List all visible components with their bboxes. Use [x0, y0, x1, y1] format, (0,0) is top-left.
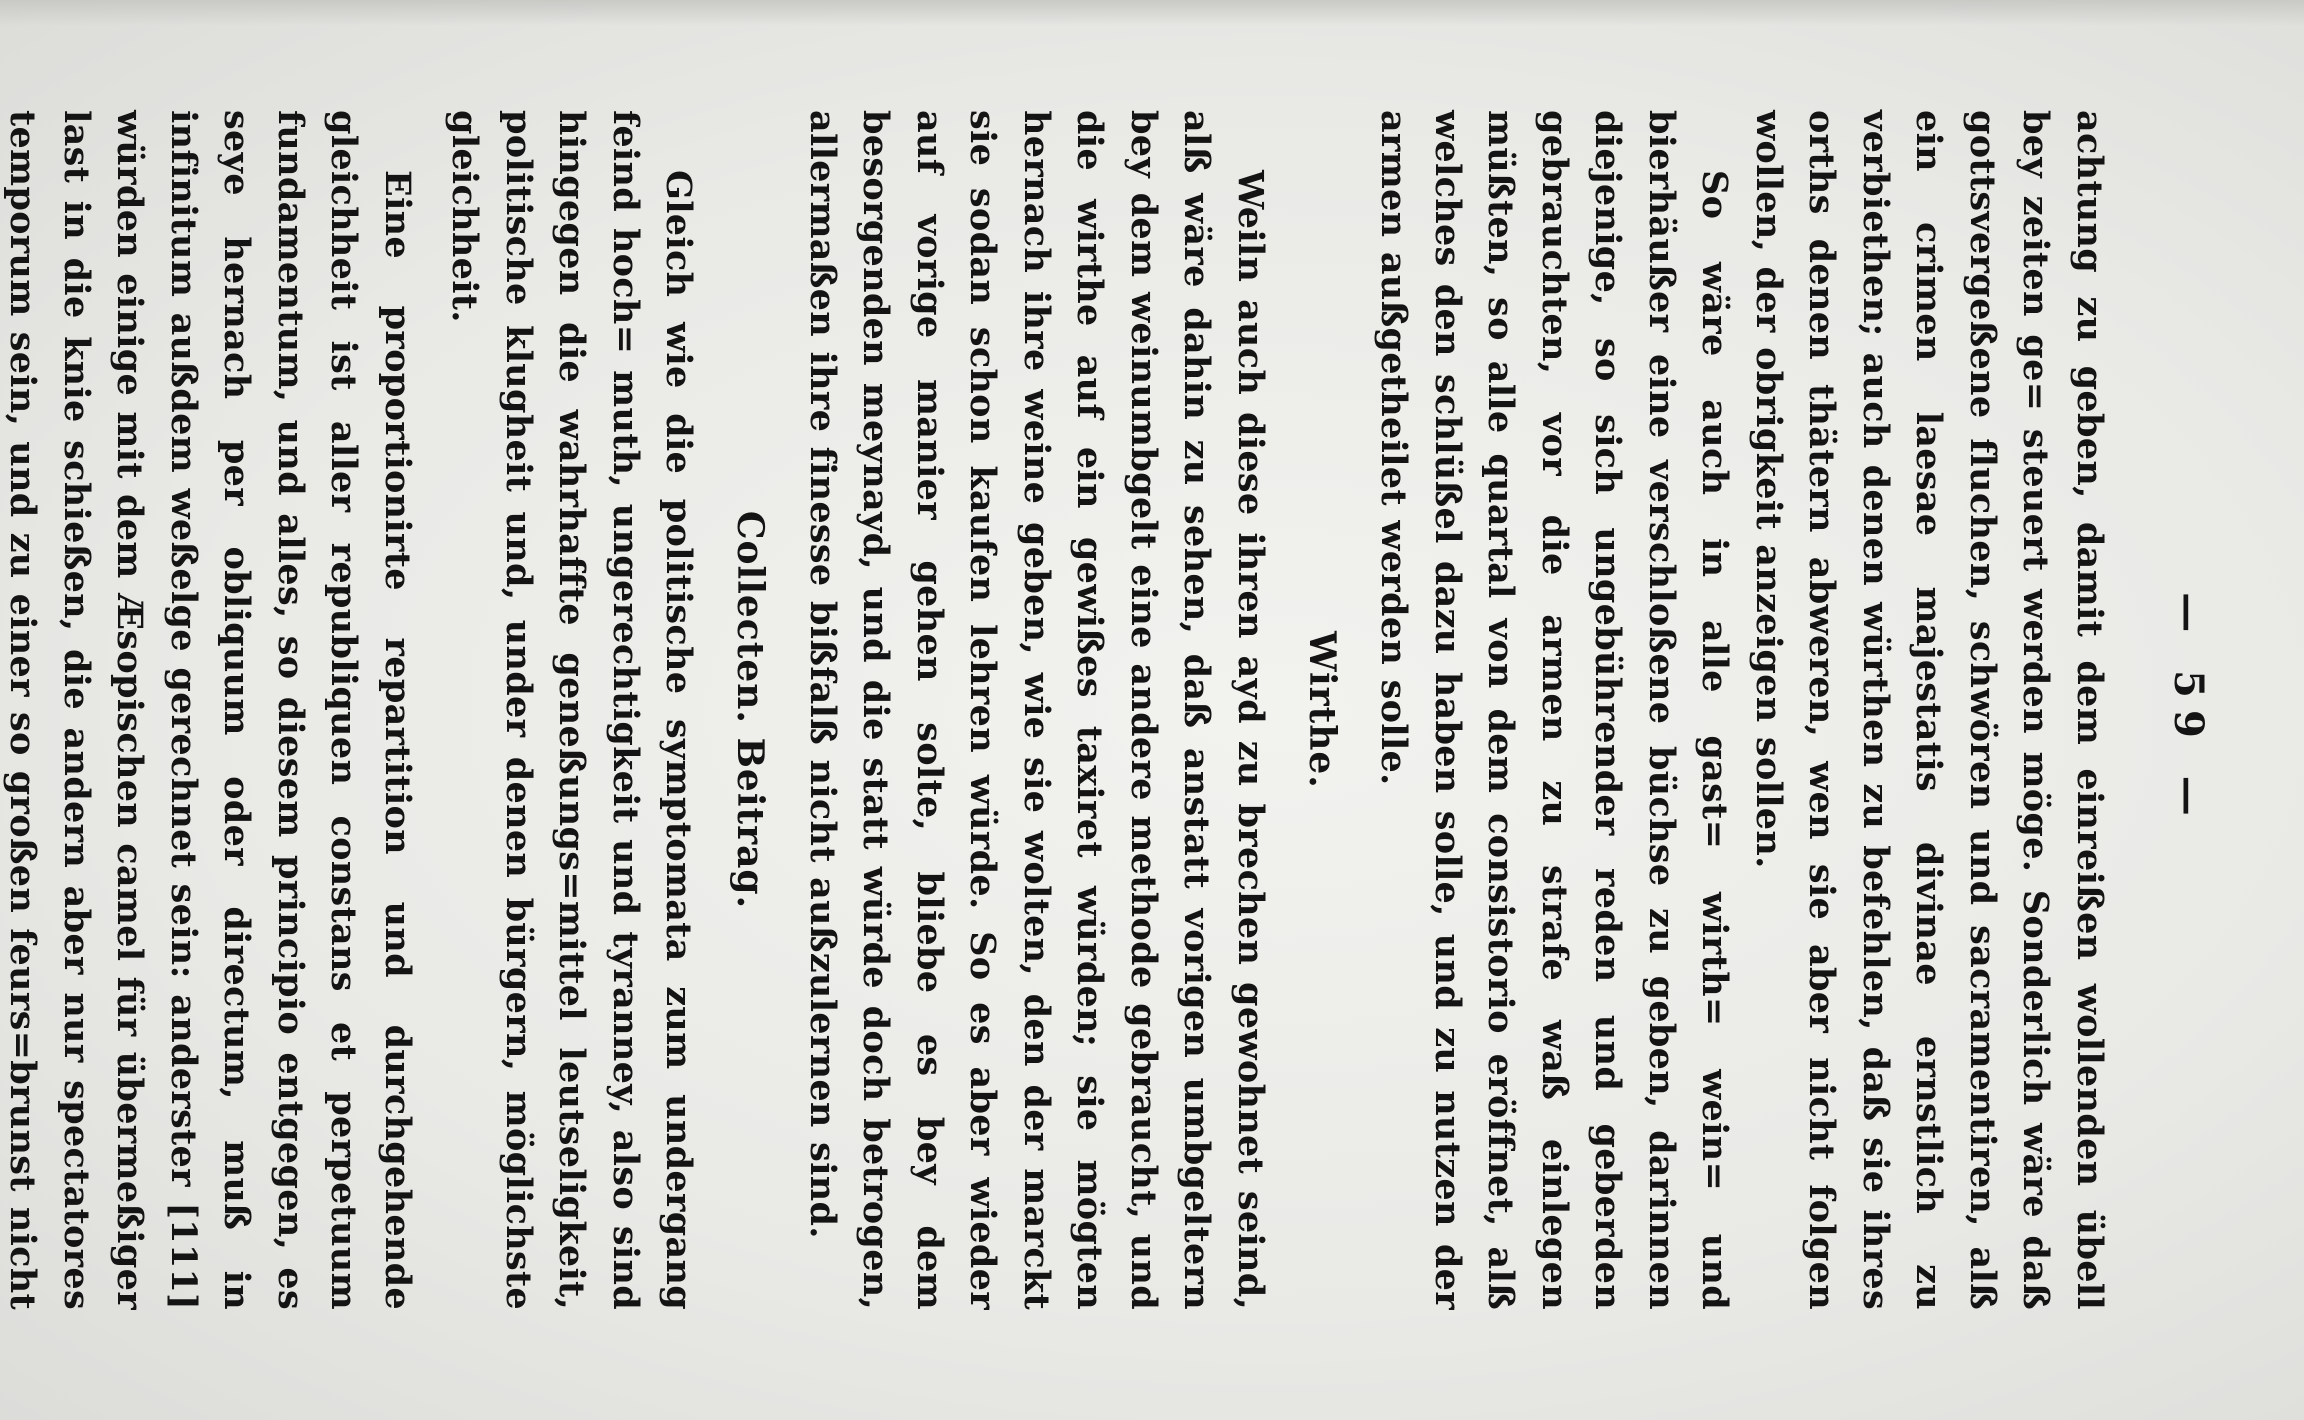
paragraph-repartition: Eine proportionirte repartition und durchgehende gleichheit ist aller republiquen constans et perpetuum fundamentum, und alles, so diesem principio entgegen, es seye hernach per obliquum oder directum, muß in infinitum außdem weßelge gerechnet sein: anderster [111] würden einige mit dem Æsopischen camel für übermeßiger last in die knie schießen, die andern aber nur spectatores temporum sein, und zu einer so großen feurs=brunst nicht: [2, 110, 418, 1310]
text-section-2: [796, 110, 1278, 1310]
rotated-text-block: [2, 60, 2252, 1360]
paragraph-continuation: achtung zu geben, damit dem einreißen wollenden übell bey zeiten ge= steuert werden möge. Sonderlich wäre daß gottsvergeßene fluchen, schwören und sacramentiren, alß ein crimen laesae majestatis divinae ernstlich zu verbiethen; auch denen würthen zu befehlen, daß sie ihres orths denen thätern abweren, wen sie aber nicht folgen wollen, der obrigkeit anzeigen sollen.: [1748, 110, 2110, 1310]
paragraph-poor-box: So wäre auch in alle gast= wirth= wein= und bierhäußer eine verschloßene büchse zu geben, darinnen diejenige, so sich ungebührender reden und geberden gebrauchten, vor die armen zu strafe waß einlegen müßten, so alle quartal von dem consistorio eröffnet, alß welches den schlüßel dazu haben solle, und zu nutzen der armen außgetheilet werden solle.: [1373, 110, 1736, 1310]
paragraph-gap: [424, 110, 438, 1310]
text-section-3: [0, 110, 706, 1310]
heading-wirthe: Wirthe.: [1301, 631, 1343, 789]
text-section-1: [1367, 110, 2116, 1310]
heading-collecten: Collecten. Beitrag.: [729, 510, 772, 910]
page-number: — 59 —: [2165, 592, 2212, 828]
paragraph-symptomata: Gleich wie die politische symptomata zum undergang feind hoch= muth, ungerechtigkeit und tyranney, also sind hingegen die wahrhaffte geneßungs=mittel leutseligkeit, politische klugheit und, under denen bürgern, möglichste gleichheit.: [444, 110, 700, 1310]
paragraph-wirthe: Weiln auch diese ihren ayd zu brechen gewohnet seind, alß wäre dahin zu sehen, daß anstatt vorigen umbgeltern bey dem weinumbgelt eine andere methode gebraucht, und die wirthe auf ein gewißes taxiret würden; sie mögten hernach ihre weine geben, wie sie wolten, den der marckt sie sodan schon kaufen lehren würde. So es aber wieder auf vorige manier gehen solte, bliebe es bey dem besorgenden meynayd, und die statt würde doch betrogen, allermaßen ihre finesse bißfalß nicht außzulernen sind.: [802, 110, 1271, 1310]
scan-edge-shadow: [0, 0, 2304, 26]
